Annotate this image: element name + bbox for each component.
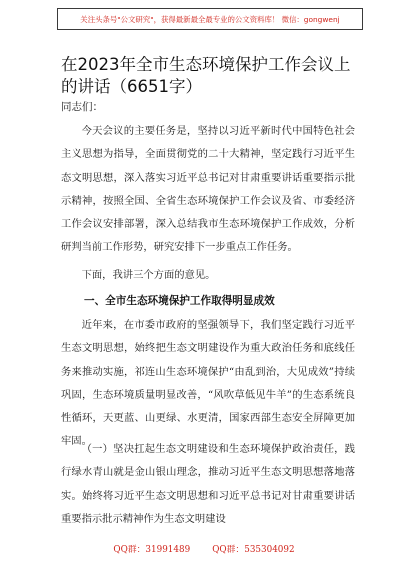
footer-contact	[0, 542, 408, 555]
footer-qq-group-2: QQ群：535304092	[212, 545, 295, 555]
paragraph-transition: 下面，我讲三个方面的意见。	[81, 269, 216, 281]
promo-banner	[57, 8, 363, 30]
document-title: 在2023年全市生态环境保护工作会议上的讲话（6651字）	[61, 55, 351, 96]
footer-qq-group-1: QQ群：31991489	[113, 545, 191, 555]
paragraph-point-1: （一）坚决扛起生态文明建设和生态环境保护政治责任，践行绿水青山就是金山银山理念，推动习近平生态文明思想落地落实。始终将习近平生态文明思想和习近平总书记对甘肃重要讲话重要指示批示精神作为生态文明建设	[61, 443, 355, 525]
section-heading-1: 一、全市生态环境保护工作取得明显成效	[84, 295, 275, 307]
greeting: 同志们：	[61, 101, 103, 113]
paragraph-intro: 今天会议的主要任务是，坚持以习近平新时代中国特色社会主义思想为指导，全面贯彻党的二十大精神，坚定践行习近平生态文明思想，深入落实习近平总书记对甘肃重要讲话重要指示批示精神，按照全国、全省生态环境保护工作会议及省、市委经济工作会议安排部署，深入总结我市生态环境保护工作成效，分析研判当前工作形势，研究安排下一步重点工作任务。	[61, 125, 355, 254]
promo-banner-text: 关注头条号"公文研究"，获得最新最全最专业的公文资料库！ 微信：gongwenj	[80, 14, 340, 24]
paragraph-achievements: 近年来，在市委市政府的坚强领导下，我们坚定践行习近平生态文明思想，始终把生态文明建设作为重大政治任务和底线任务来推动实施，祁连山生态环境保护“由乱到治，大见成效”持续巩固，生态环境质量明显改善，“风吹草低见牛羊”的生态系统良性循环，天更蓝、山更绿、水更清，国家西部生态安全屏障更加牢固。	[61, 319, 355, 448]
